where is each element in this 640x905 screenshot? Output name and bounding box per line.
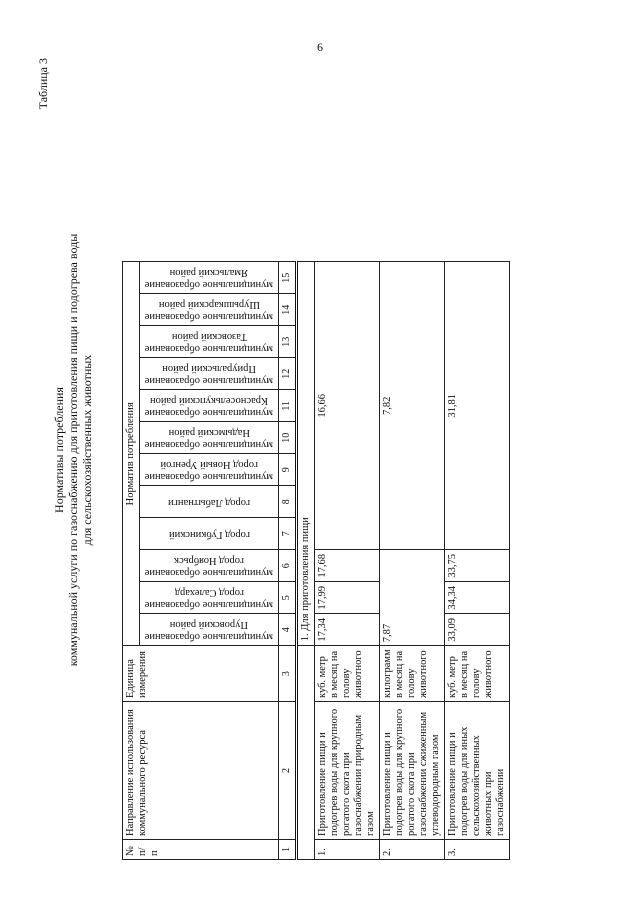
rotated-page <box>30 30 610 870</box>
row-value: 33,75 <box>445 550 510 582</box>
col-number: 14 <box>279 294 297 326</box>
row-direction: Приготовление пищи и подогрев воды для крупного рогатого скота при газоснабжении природным газом <box>315 702 380 840</box>
col-number: 1 <box>279 840 297 860</box>
header-unit: Единица измерения <box>123 646 279 702</box>
title-line-3: для сельскохозяйственных животных <box>80 354 94 546</box>
header-muni-9: муниципальное образование город Новый Уренгой <box>140 454 279 486</box>
col-number: 12 <box>279 358 297 390</box>
col-number: 9 <box>279 454 297 486</box>
row-unit: килограмм в месяц на голову животного <box>380 646 445 702</box>
header-muni-7: город Губкинский <box>140 518 279 550</box>
col-number: 15 <box>279 262 297 294</box>
table-label: Таблица 3 <box>36 58 50 110</box>
title-line-2: коммунальной услуги по газоснабжению для приготовления пищи и подогрева воды <box>66 233 80 667</box>
header-muni-11: муниципальное образование Красноселькупский район <box>140 390 279 422</box>
header-muni-10: муниципальное образование Надымский район <box>140 422 279 454</box>
col-number: 5 <box>279 582 297 614</box>
col-number: 7 <box>279 518 297 550</box>
header-muni-6: муниципальное образование город Ноябрьск <box>140 550 279 582</box>
row-unit: куб. метр в месяц на голову животного <box>315 646 380 702</box>
section-row <box>297 262 315 860</box>
col-number: 11 <box>279 390 297 422</box>
col-number: 4 <box>279 614 297 646</box>
header-muni-15: муниципальное образование Ямальский район <box>140 262 279 294</box>
row-value: 17,34 <box>315 614 380 646</box>
row-value: 34,34 <box>445 582 510 614</box>
header-muni-14: муниципальное образование Шурышкарский район <box>140 294 279 326</box>
col-number: 8 <box>279 486 297 518</box>
section-title: 1. Для приготовления пищи <box>297 262 315 646</box>
table-row <box>445 262 510 860</box>
row-value-merged: 16,66 <box>315 262 380 550</box>
header-row-1 <box>123 262 140 860</box>
norms-table <box>122 261 510 860</box>
row-value-merged: 31,81 <box>445 262 510 550</box>
table-row <box>380 262 445 860</box>
header-muni-13: муниципальное образование Тазовский район <box>140 326 279 358</box>
row-number: 1. <box>315 840 380 860</box>
page-number: 6 <box>317 40 323 54</box>
row-value: 33,09 <box>445 614 510 646</box>
row-number: 3. <box>445 840 510 860</box>
row-unit: куб. метр в месяц на голову животного <box>445 646 510 702</box>
document-title <box>52 30 94 870</box>
col-number: 2 <box>279 702 297 840</box>
header-muni-12: муниципальное образование Приуральский район <box>140 358 279 390</box>
row-value: 17,68 <box>315 550 380 582</box>
col-number: 6 <box>279 550 297 582</box>
row-direction: Приготовление пищи и подогрев воды для иных сельскохозяйственных животных при газоснабжении <box>445 702 510 840</box>
header-muni-5: муниципальное образование город Салехард <box>140 582 279 614</box>
row-value-merged: 7,82 <box>380 262 445 550</box>
row-value: 17,99 <box>315 582 380 614</box>
column-number-row <box>279 262 297 860</box>
header-muni-4: муниципальное образование Пуровский район <box>140 614 279 646</box>
header-direction: Направление использования коммунального ресурса <box>123 702 279 840</box>
col-number: 10 <box>279 422 297 454</box>
section-empty-cell <box>297 646 315 860</box>
title-line-1: Нормативы потребления <box>52 387 66 513</box>
header-muni-8: город Лабытнанги <box>140 486 279 518</box>
col-number: 3 <box>279 646 297 702</box>
row-direction: Приготовление пищи и подогрев воды для крупного рогатого скота при газоснабжении сжиженным углеводородным газом <box>380 702 445 840</box>
col-number: 13 <box>279 326 297 358</box>
table-row <box>315 262 380 860</box>
header-norm: Норматив потребления <box>123 262 140 646</box>
row-number: 2. <box>380 840 445 860</box>
row-value-merged: 7,87 <box>380 550 445 646</box>
header-num: № п/п <box>123 840 279 860</box>
